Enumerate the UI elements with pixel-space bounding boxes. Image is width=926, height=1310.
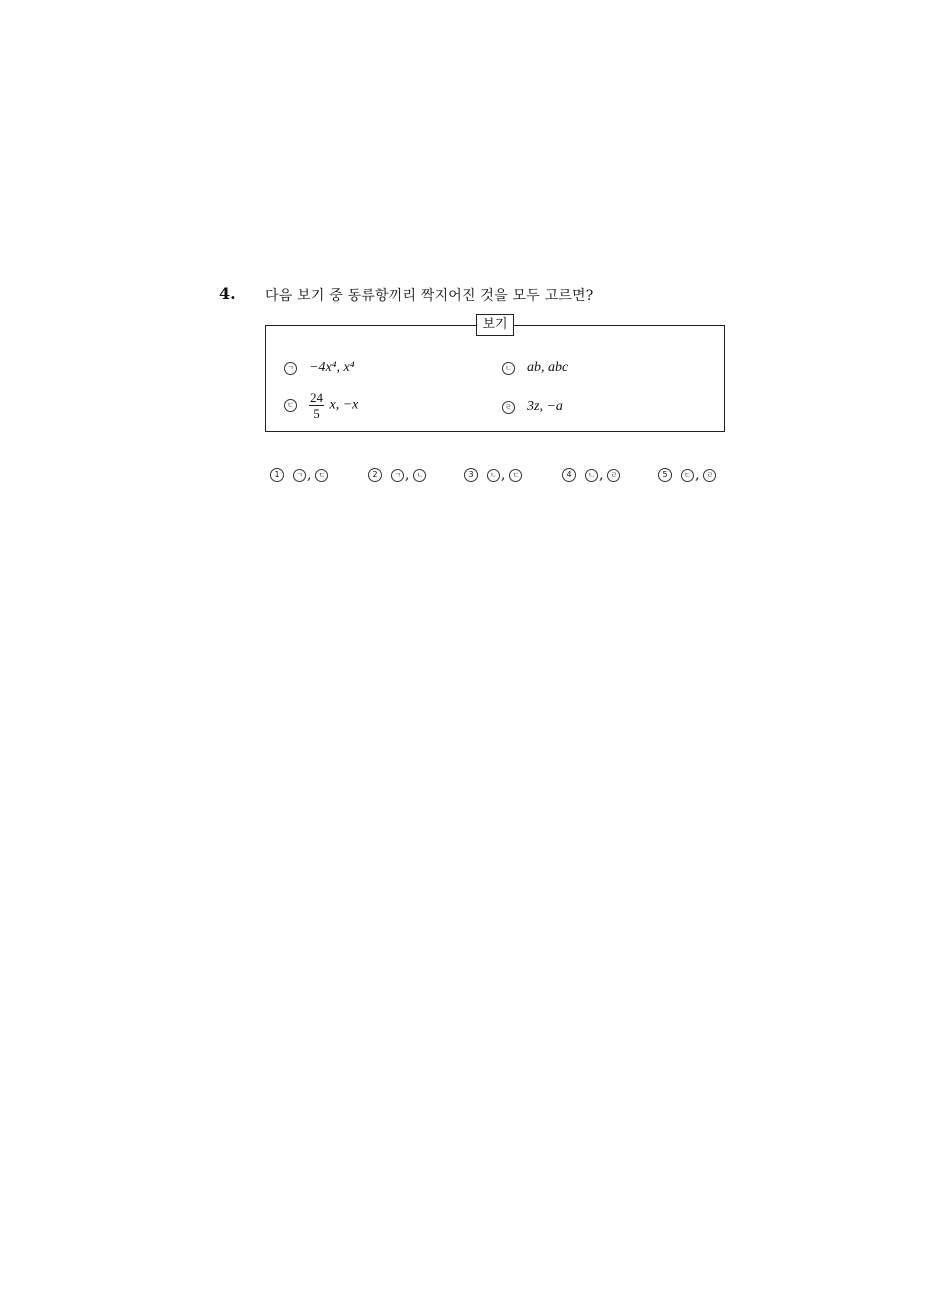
choice-3[interactable]: 3 ㄴ , ㄷ xyxy=(464,467,522,483)
bogi-item-expression: −4x⁴, x⁴ xyxy=(309,360,355,375)
bogi-item-expression: ab, abc xyxy=(527,360,569,375)
question-number: 4. xyxy=(219,284,236,303)
choice-5[interactable]: 5 ㄷ , ㄹ xyxy=(658,467,716,483)
choice-marker-a: ㄷ xyxy=(681,469,694,482)
choice-marker-a: ㄴ xyxy=(487,469,500,482)
bogi-title: 보기 xyxy=(476,314,514,336)
choice-number: 3 xyxy=(464,468,478,482)
circled-giyeok-marker: ㄱ xyxy=(284,362,297,375)
circled-rieul-marker: ㄹ xyxy=(502,401,515,414)
choice-number: 1 xyxy=(270,468,284,482)
bogi-item-expression xyxy=(309,390,358,421)
question-text: 다음 보기 중 동류항끼리 짝지어진 것을 모두 고르면? xyxy=(265,288,594,304)
bogi-item-rieul xyxy=(502,399,563,415)
choice-number: 4 xyxy=(562,468,576,482)
choice-2[interactable]: 2 ㄱ , ㄴ xyxy=(368,467,426,483)
bogi-item-nieun xyxy=(502,360,568,376)
choice-marker-a: ㄴ xyxy=(585,469,598,482)
choice-number: 2 xyxy=(368,468,382,482)
choice-1[interactable]: 1 ㄱ , ㄷ xyxy=(270,467,328,483)
bogi-item-expression: 3z, −a xyxy=(527,399,563,414)
choice-marker-b: ㄷ xyxy=(509,469,522,482)
choice-marker-a: ㄱ xyxy=(391,469,404,482)
choice-marker-b: ㄷ xyxy=(315,469,328,482)
choice-marker-a: ㄱ xyxy=(293,469,306,482)
choice-marker-b: ㄹ xyxy=(703,469,716,482)
circled-digeut-marker: ㄷ xyxy=(284,399,297,412)
choice-4[interactable]: 4 ㄴ , ㄹ xyxy=(562,467,620,483)
circled-nieun-marker: ㄴ xyxy=(502,362,515,375)
choice-marker-b: ㄹ xyxy=(607,469,620,482)
choice-marker-b: ㄴ xyxy=(413,469,426,482)
bogi-item-giyeok xyxy=(284,360,355,376)
choice-number: 5 xyxy=(658,468,672,482)
fraction-numerator: 24 xyxy=(310,390,323,405)
fraction-denominator: 5 xyxy=(313,406,320,421)
fraction xyxy=(309,390,324,421)
expression-rest: x, −x xyxy=(329,397,359,413)
bogi-item-digeut xyxy=(284,390,358,421)
